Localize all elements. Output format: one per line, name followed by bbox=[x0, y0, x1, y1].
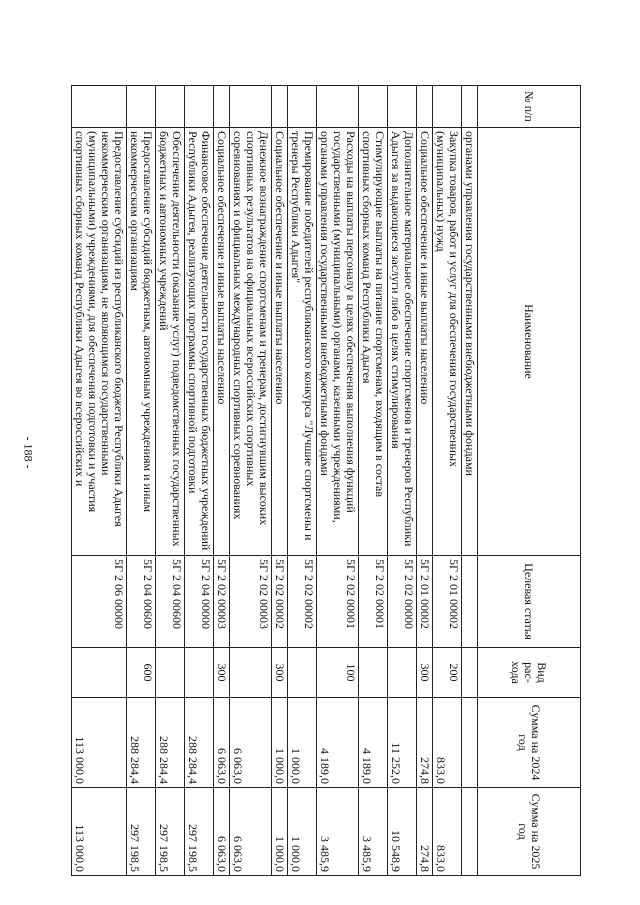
cell-sum-2025: 3 485,9 bbox=[317, 788, 359, 876]
cell-num bbox=[156, 86, 185, 128]
cell-vid: 100 bbox=[317, 648, 359, 698]
header-row bbox=[478, 86, 581, 876]
table-row bbox=[359, 86, 388, 876]
cell-num bbox=[185, 86, 214, 128]
table-row bbox=[417, 86, 433, 876]
cell-vid bbox=[462, 648, 478, 698]
cell-sum-2024: 833,0 bbox=[433, 698, 462, 788]
cell-name: Предоставление субсидий бюджетным, автономным учреждениям и иным некоммерческим организациям bbox=[127, 128, 156, 556]
cell-num bbox=[359, 86, 388, 128]
cell-code: 5Г 2 02 00003 bbox=[230, 556, 272, 648]
cell-sum-2024: 4 189,0 bbox=[359, 698, 388, 788]
budget-table bbox=[71, 85, 581, 876]
page-number: - 188 - bbox=[21, 436, 36, 469]
cell-code: 5Г 2 04 00600 bbox=[156, 556, 185, 648]
cell-sum-2025: 274,8 bbox=[417, 788, 433, 876]
header-sum-2025: Сумма на 2025 год bbox=[478, 788, 581, 876]
cell-code: 5Г 2 02 00001 bbox=[317, 556, 359, 648]
cell-vid: 200 bbox=[433, 648, 462, 698]
cell-num bbox=[388, 86, 417, 128]
cell-sum-2024: 1 000,0 bbox=[272, 698, 288, 788]
cell-code: 5Г 2 06 00000 bbox=[72, 556, 127, 648]
cell-sum-2024: 4 189,0 bbox=[317, 698, 359, 788]
cell-sum-2024: 6 063,0 bbox=[214, 698, 230, 788]
table-row bbox=[230, 86, 272, 876]
cell-sum-2024: 11 252,0 bbox=[388, 698, 417, 788]
cell-vid bbox=[388, 648, 417, 698]
cell-sum-2025: 10 548,9 bbox=[388, 788, 417, 876]
cell-name: Дополнительное материальное обеспечение спортсменов и тренеров Республики Адыгея за выдающиеся заслуги либо в целях стимулирования bbox=[388, 128, 417, 556]
cell-code: 5Г 2 02 00003 bbox=[214, 556, 230, 648]
cell-sum-2024: 288 284,4 bbox=[185, 698, 214, 788]
cell-sum-2024: 288 284,4 bbox=[127, 698, 156, 788]
cell-name: Премирование победителей республиканского конкурса "Лучшие спортсмены и тренеры Республики Адыгея" bbox=[288, 128, 317, 556]
header-name: Наименование bbox=[478, 128, 581, 556]
cell-sum-2025: 1 000,0 bbox=[272, 788, 288, 876]
table-row bbox=[156, 86, 185, 876]
cell-name: Денежное вознаграждение спортсменам и тренерам, достигнувшим высоких спортивных результатов на официальных всероссийских спортивных соревнованиях и официальных международных спортивных соревнованиях bbox=[230, 128, 272, 556]
table-row bbox=[272, 86, 288, 876]
cell-name: Стимулирующие выплаты на питание спортсменам, входящим в состав спортивных сборных команд Республики Адыгея bbox=[359, 128, 388, 556]
table-row bbox=[317, 86, 359, 876]
cell-code: 5Г 2 01 00002 bbox=[433, 556, 462, 648]
cell-sum-2025: 297 198,5 bbox=[156, 788, 185, 876]
cell-vid bbox=[185, 648, 214, 698]
table-body bbox=[72, 86, 478, 876]
cell-code: 5Г 2 02 00002 bbox=[272, 556, 288, 648]
table-row bbox=[214, 86, 230, 876]
cell-code: 5Г 2 02 00001 bbox=[359, 556, 388, 648]
cell-name: Социальное обеспечение и иные выплаты населению bbox=[417, 128, 433, 556]
cell-vid bbox=[156, 648, 185, 698]
cell-sum-2024: 113 000,0 bbox=[72, 698, 127, 788]
cell-vid: 300 bbox=[272, 648, 288, 698]
cell-name: Социальное обеспечение и иные выплаты населению bbox=[272, 128, 288, 556]
cell-sum-2025: 6 063,0 bbox=[230, 788, 272, 876]
table-row bbox=[462, 86, 478, 876]
cell-name: Социальное обеспечение и иные выплаты населению bbox=[214, 128, 230, 556]
cell-sum-2025 bbox=[462, 788, 478, 876]
table-row bbox=[388, 86, 417, 876]
cell-num bbox=[72, 86, 127, 128]
cell-num bbox=[214, 86, 230, 128]
cell-sum-2024: 288 284,4 bbox=[156, 698, 185, 788]
cell-sum-2025: 6 063,0 bbox=[214, 788, 230, 876]
cell-vid: 600 bbox=[127, 648, 156, 698]
cell-sum-2024 bbox=[462, 698, 478, 788]
cell-num bbox=[288, 86, 317, 128]
cell-sum-2025: 297 198,5 bbox=[185, 788, 214, 876]
cell-code: 5Г 2 04 00000 bbox=[185, 556, 214, 648]
cell-code: 5Г 2 04 00600 bbox=[127, 556, 156, 648]
header-vid: Вид рас- хода bbox=[478, 648, 581, 698]
table-row bbox=[127, 86, 156, 876]
cell-vid bbox=[230, 648, 272, 698]
cell-sum-2024: 6 063,0 bbox=[230, 698, 272, 788]
cell-name: Предоставление субсидий из республиканского бюджета Республики Адыгея некоммерческим организациям, не являющимся государственными (муниципальными) учреждениями, для обеспечения подготовки и участия спортивных сборных команд Республики Адыгея во всероссийских и bbox=[72, 128, 127, 556]
cell-vid: 300 bbox=[214, 648, 230, 698]
cell-num bbox=[272, 86, 288, 128]
cell-name: Финансовое обеспечение деятельности государственных бюджетных учреждений Республики Адыгея, реализующих программы спортивной подготовки bbox=[185, 128, 214, 556]
cell-sum-2025: 297 198,5 bbox=[127, 788, 156, 876]
table-row bbox=[72, 86, 127, 876]
cell-code bbox=[462, 556, 478, 648]
cell-sum-2025: 3 485,9 bbox=[359, 788, 388, 876]
cell-sum-2024: 274,8 bbox=[417, 698, 433, 788]
table-row bbox=[185, 86, 214, 876]
cell-sum-2025: 1 000,0 bbox=[288, 788, 317, 876]
cell-num bbox=[462, 86, 478, 128]
cell-name: Обеспечение деятельности (оказание услуг) подведомственных государственных бюджетных и автономных учреждений bbox=[156, 128, 185, 556]
table-row bbox=[288, 86, 317, 876]
cell-code: 5Г 2 01 00002 bbox=[417, 556, 433, 648]
cell-num bbox=[230, 86, 272, 128]
cell-num bbox=[127, 86, 156, 128]
cell-sum-2025: 833,0 bbox=[433, 788, 462, 876]
cell-num bbox=[417, 86, 433, 128]
header-num: № п/п bbox=[478, 86, 581, 128]
cell-code: 5Г 2 02 00000 bbox=[388, 556, 417, 648]
cell-vid bbox=[72, 648, 127, 698]
cell-sum-2024: 1 000,0 bbox=[288, 698, 317, 788]
cell-name: Расходы на выплаты персоналу в целях обеспечения выполнения функций государственными (муниципальными) органами, казенными учреждениями, органами управления государственными внебюджетными фондами bbox=[317, 128, 359, 556]
cell-vid bbox=[288, 648, 317, 698]
rotated-table-wrapper bbox=[61, 85, 581, 875]
cell-vid: 300 bbox=[417, 648, 433, 698]
cell-name: органами управления государственными внебюджетными фондами bbox=[462, 128, 478, 556]
cell-sum-2025: 113 000,0 bbox=[72, 788, 127, 876]
cell-num bbox=[317, 86, 359, 128]
header-code: Целевая статья bbox=[478, 556, 581, 648]
cell-num bbox=[433, 86, 462, 128]
header-sum-2024: Сумма на 2024 год bbox=[478, 698, 581, 788]
table-row bbox=[433, 86, 462, 876]
cell-code: 5Г 2 02 00002 bbox=[288, 556, 317, 648]
cell-vid bbox=[359, 648, 388, 698]
cell-name: Закупка товаров, работ и услуг для обеспечения государственных (муниципальных) нужд bbox=[433, 128, 462, 556]
